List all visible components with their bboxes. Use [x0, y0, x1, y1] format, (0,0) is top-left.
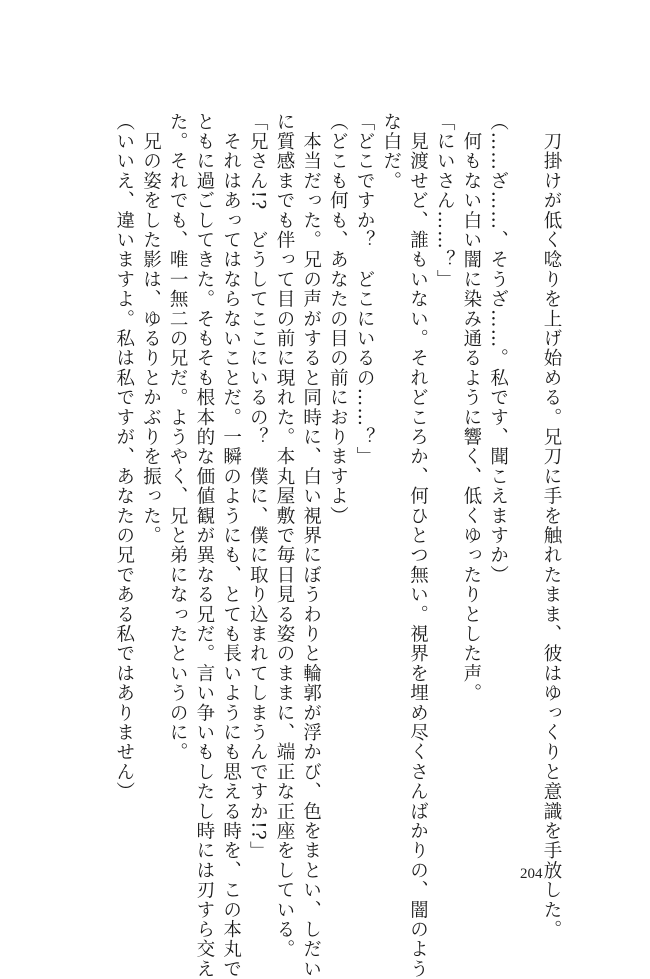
page-number: 204	[520, 866, 543, 882]
text-line: 本当だった。兄の声がすると同時に、白い視界にぼうわりと輪郭が浮かび、色をまとい、しだい	[300, 112, 322, 979]
text-line: 刀掛けが低く唸りを上げ始める。兄刀に手を触れたまま、彼はゆっくりと意識を手放した。	[541, 112, 562, 940]
text-line: （いいえ、違いますよ。私は私ですが、あなたの兄である私ではありません）	[113, 112, 135, 802]
text-line: 見渡せど、誰もいない。それどころか、何ひとつ無い。視界を埋め尽くさんばかりの、闇のよう	[407, 112, 429, 979]
text-line: （……ざ……、そうざ……。私です、聞こえますか）	[487, 112, 509, 585]
text-line	[511, 112, 538, 852]
text-line: それはあってはならないことだ。一瞬のようにも、とても長いようにも思える時を、この本丸で	[220, 112, 242, 979]
text-line: な白だ。	[380, 112, 402, 191]
text-line: た。それでも、唯一無二の兄だ。ようやく、兄と弟になったというのに。	[167, 112, 189, 763]
text-line: 「どこですか？ どこにいるの……？」	[354, 112, 376, 467]
text-line: ともに過ごしてきた。そもそも根本的な価値観が異なる兄だ。言い争いもしたし時には刃すら交え	[193, 112, 215, 979]
text-line: 「にいさん……？」	[434, 112, 456, 290]
text-line: 「兄さん!? どうしてここにいるの？ 僕に、僕に取り込まれてしまうんですか!?」	[247, 112, 269, 861]
text-line: に質感までも伴って目の前に現れた。本丸屋敷で毎日見る姿のままに、端正な正座をしている。	[273, 112, 295, 960]
text-line: 兄の姿をした影は、ゆるりとかぶりを振った。	[140, 112, 162, 546]
text-line: 何もない白い闇に染み通るように響く、低くゆったりとした声。	[460, 112, 482, 703]
text-line: （どこも何も、あなたの目の前におりますよ）	[327, 112, 349, 526]
